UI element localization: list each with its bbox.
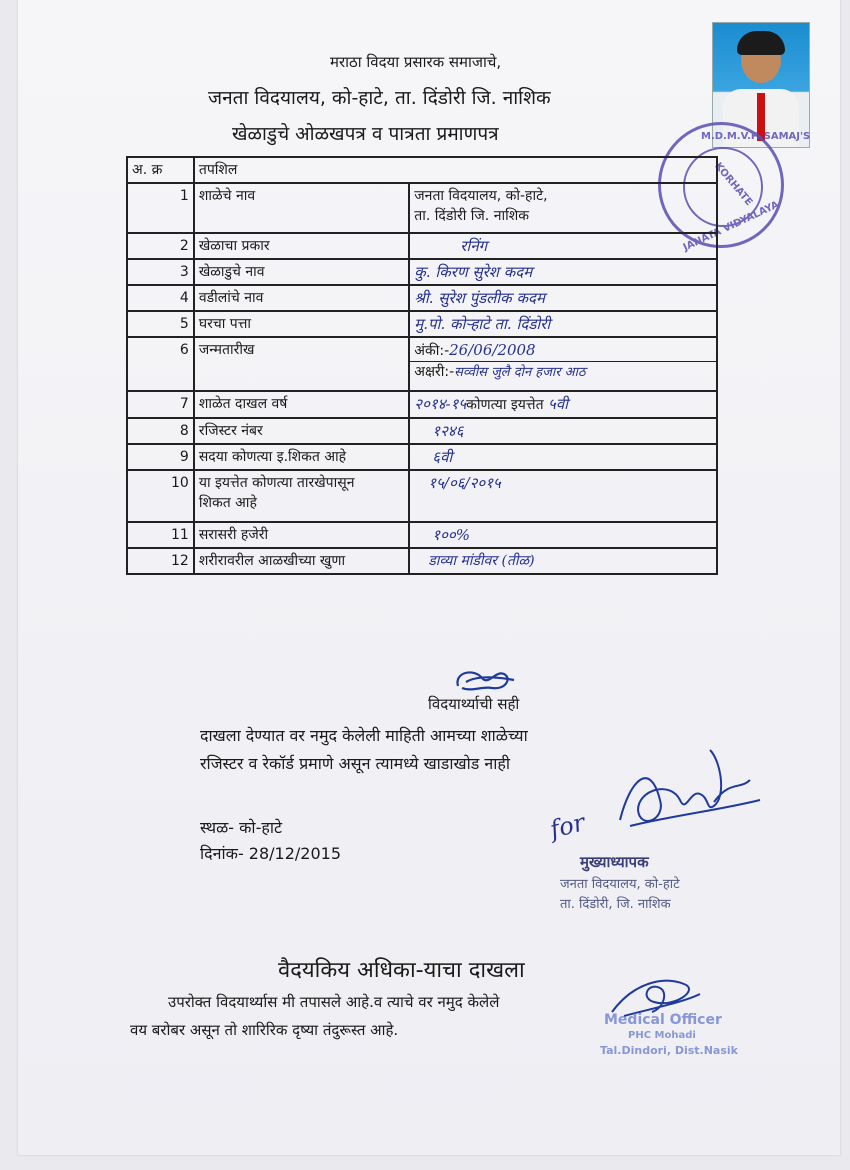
table-header-cell: तपशिल bbox=[194, 157, 717, 183]
school-name-line2: ता. दिंडोरी जि. नाशिक bbox=[414, 208, 529, 224]
table-row bbox=[127, 259, 717, 285]
table-row bbox=[127, 311, 717, 337]
row-number: 1 bbox=[127, 183, 194, 233]
dob-digits-line: अंकी:-26/06/2008 bbox=[414, 341, 536, 359]
student-signature-label: विदयार्थ्याची सही bbox=[428, 695, 520, 713]
table-row bbox=[127, 391, 717, 418]
row-label: खेळाचा प्रकार bbox=[194, 233, 409, 259]
row-value-handwritten: १२४६ bbox=[409, 418, 717, 444]
headmaster-signature bbox=[610, 740, 770, 850]
row-number: 12 bbox=[127, 548, 194, 574]
header-society-name: मराठा विदया प्रसारक समाजाचे, bbox=[330, 53, 502, 71]
medical-section-title: वैदयकिय अधिका-याचा दाखला bbox=[278, 958, 525, 983]
header-school-name: जनता विदयालय, को-हाटे, ता. दिंडोरी जि. नाशिक bbox=[208, 87, 551, 109]
table-row bbox=[127, 337, 717, 391]
dob-words-line: अक्षरी:-सव्वीस जुलै दोन हजार आठ bbox=[410, 361, 716, 383]
row-label: शाळेत दाखल वर्ष bbox=[194, 391, 409, 418]
table-header-row bbox=[127, 157, 717, 183]
certification-line2: रजिस्टर व रेकॉर्ड प्रमाणे असून त्यामध्ये खाडाखोड नाही bbox=[200, 754, 511, 773]
row-label: रजिस्टर नंबर bbox=[194, 418, 409, 444]
row-label: या इयत्तेत कोणत्या तारखेपासून शिकत आहे bbox=[194, 470, 409, 522]
table-row bbox=[127, 418, 717, 444]
row-number: 6 bbox=[127, 337, 194, 391]
medical-officer-stamp-location: Tal.Dindori, Dist.Nasik bbox=[600, 1044, 738, 1057]
table-row bbox=[127, 233, 717, 259]
row-number: 8 bbox=[127, 418, 194, 444]
table-row bbox=[127, 285, 717, 311]
headmaster-title: मुख्याध्यापक bbox=[580, 853, 649, 871]
row-number: 3 bbox=[127, 259, 194, 285]
medical-text-line1: उपरोक्त विदयार्थ्यास मी तपासले आहे.व त्याचे वर नमुद केलेले bbox=[168, 993, 500, 1011]
row-value-handwritten: रनिंग bbox=[409, 233, 717, 259]
table-row bbox=[127, 444, 717, 470]
row-label: सदया कोणत्या इ.शिकत आहे bbox=[194, 444, 409, 470]
table-row bbox=[127, 183, 717, 233]
row-label: शाळेचे नाव bbox=[194, 183, 409, 233]
row-label: घरचा पत्ता bbox=[194, 311, 409, 337]
row-number: 4 bbox=[127, 285, 194, 311]
medical-officer-stamp-phc: PHC Mohadi bbox=[628, 1030, 696, 1041]
headmaster-school: जनता विदयालय, को-हाटे bbox=[560, 877, 680, 892]
row-value-handwritten: कु. किरण सुरेश कदम bbox=[409, 259, 717, 285]
medical-text-line2: वय बरोबर असून तो शारिरिक दृष्या तंदुरूस्त आहे. bbox=[130, 1021, 399, 1039]
row-value-handwritten: १५/०६/२०१५ bbox=[409, 470, 717, 522]
row-number: 7 bbox=[127, 391, 194, 418]
row-label: जन्मतारीख bbox=[194, 337, 409, 391]
medical-officer-stamp-title: Medical Officer bbox=[604, 1012, 722, 1028]
table-header-cell: अ. क्र bbox=[127, 157, 194, 183]
row-label: सरासरी हजेरी bbox=[194, 522, 409, 548]
row-number: 11 bbox=[127, 522, 194, 548]
row-number: 9 bbox=[127, 444, 194, 470]
row-value-handwritten: ६वी bbox=[409, 444, 717, 470]
place-text: स्थळ- को-हाटे bbox=[200, 818, 283, 837]
school-name-line1: जनता विदयालय, को-हाटे, bbox=[414, 188, 548, 204]
table-row bbox=[127, 470, 717, 522]
student-signature bbox=[452, 664, 522, 696]
row-number: 5 bbox=[127, 311, 194, 337]
row-label: खेळाडुचे नाव bbox=[194, 259, 409, 285]
row-label: वडीलांचे नाव bbox=[194, 285, 409, 311]
row-value-handwritten: मु.पो. कोऱ्हाटे ता. दिंडोरी bbox=[409, 311, 717, 337]
row-number: 2 bbox=[127, 233, 194, 259]
row-label: शरीरावरील आळखीच्या खुणा bbox=[194, 548, 409, 574]
date-text: दिनांक- 28/12/2015 bbox=[200, 844, 342, 863]
table-row bbox=[127, 548, 717, 574]
row-value: २०१४-१५कोणत्या इयत्तेत ५वी bbox=[409, 391, 717, 418]
student-info-table bbox=[126, 156, 718, 575]
certification-line1: दाखला देण्यात वर नमुद केलेली माहिती आमच्या शाळेच्या bbox=[200, 726, 528, 745]
row-value-handwritten: श्री. सुरेश पुंडलीक कदम bbox=[409, 285, 717, 311]
table-row bbox=[127, 522, 717, 548]
row-value bbox=[409, 183, 717, 233]
row-value bbox=[409, 337, 717, 391]
page-title: खेळाडुचे ओळखपत्र व पात्रता प्रमाणपत्र bbox=[232, 123, 499, 145]
headmaster-sign-prefix: for bbox=[547, 808, 588, 844]
headmaster-taluka: ता. दिंडोरी, जि. नाशिक bbox=[560, 897, 671, 912]
row-value-handwritten: डाव्या मांडीवर (तीळ) bbox=[409, 548, 717, 574]
row-number: 10 bbox=[127, 470, 194, 522]
row-value-handwritten: १००% bbox=[409, 522, 717, 548]
school-seal-stamp: M.D.M.V.P. SAMAJ'S KORHATE JANATA VIDYALAYA bbox=[658, 122, 784, 248]
